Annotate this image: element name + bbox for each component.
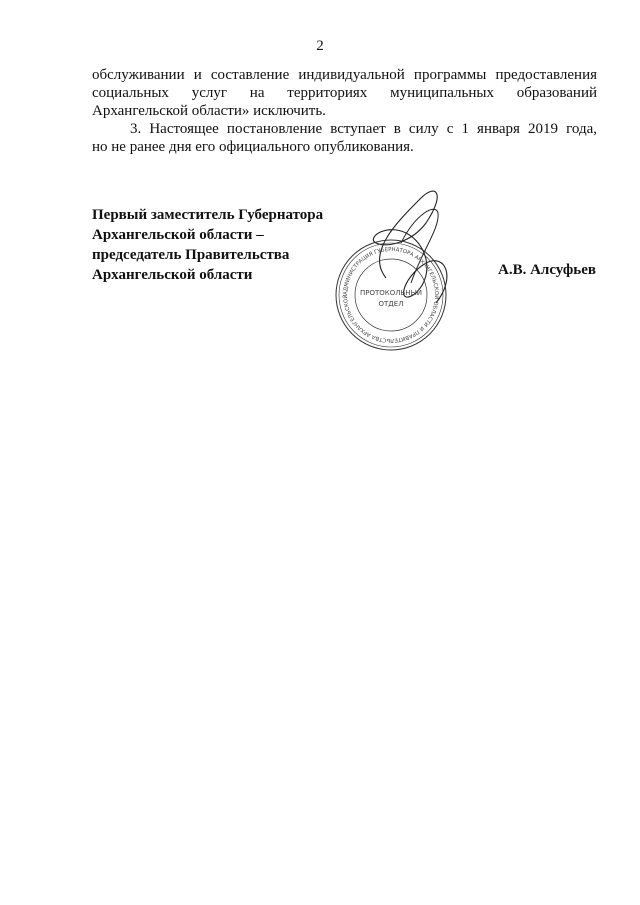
page-number: 2 [316, 38, 324, 54]
signer-title-line-3: председатель Правительства [92, 247, 290, 263]
signer-title-line-2: Архангельской области – [92, 227, 264, 243]
signer-title [92, 205, 323, 285]
signer-title-line-1: Первый заместитель Губернатора [92, 207, 324, 223]
signer-title-line-4: Архангельской области [92, 267, 253, 283]
paragraph-line-2: социальных услуг на территориях муниципальных образований [92, 85, 597, 101]
seal-center-text-2: ОТДЕЛ [378, 300, 404, 308]
seal-ring-text: АДМИНИСТРАЦИЯ ГУБЕРНАТОРА АРХАНГЕЛЬСКОЙ ОБЛАСТИ И ПРАВИТЕЛЬСТВА АРХАНГЕЛЬСКОЙ [342, 246, 440, 344]
paragraph-line-5: но не ранее дня его официального опубликования. [92, 139, 414, 155]
paragraph-line-3: Архангельской области» исключить. [92, 103, 326, 119]
svg-text:АДМИНИСТРАЦИЯ ГУБЕРНАТОРА АРХА [326, 183, 440, 343]
paragraph-line-4: 3. Настоящее постановление вступает в силу с 1 января 2019 года, [130, 121, 597, 137]
seal-stamp-icon [326, 183, 456, 383]
seal-center-text-1: ПРОТОКОЛЬНЫЙ [359, 289, 423, 297]
seal-and-signature [326, 183, 456, 383]
paragraph-line-1: обслуживании и составление индивидуальной программы предоставления [92, 67, 597, 83]
signer-name: А.В. Алсуфьев [498, 262, 596, 278]
